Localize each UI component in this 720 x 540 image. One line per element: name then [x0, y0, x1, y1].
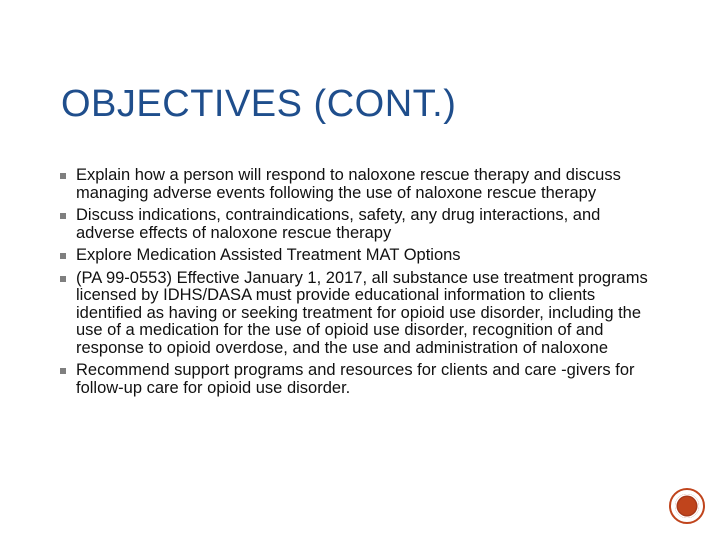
slide-title: OBJECTIVES (CONT.) [61, 83, 457, 125]
list-item [60, 362, 660, 397]
list-item [60, 167, 660, 202]
square-bullet-icon [60, 213, 66, 219]
square-bullet-icon [60, 368, 66, 374]
circle-button-inner [675, 494, 699, 518]
bullet-text: (PA 99-0553) Effective January 1, 2017, all substance use treatment programs licensed by IDHS/DASA must provide educational information to clients identified as having or seeking treatment for opioid use disorder, including the use of a medication for the use of opioid use disorder, recognition of and response to opioid overdose, and the use and administration of naloxone [76, 268, 648, 357]
square-bullet-icon [60, 276, 66, 282]
square-bullet-icon [60, 173, 66, 179]
list-item [60, 247, 660, 265]
objectives-list [60, 167, 660, 402]
list-item [60, 207, 660, 242]
bullet-text: Recommend support programs and resources for clients and care -givers for follow-up care for opioid use disorder. [76, 361, 635, 397]
bullet-text: Explore Medication Assisted Treatment MAT Options [76, 246, 461, 264]
square-bullet-icon [60, 253, 66, 259]
bullet-text: Discuss indications, contraindications, safety, any drug interactions, and adverse effects of naloxone rescue therapy [76, 206, 601, 242]
circle-button-icon[interactable] [669, 488, 705, 524]
list-item [60, 270, 660, 358]
bullet-text: Explain how a person will respond to naloxone rescue therapy and discuss managing adverse events following the use of naloxone rescue therapy [76, 166, 621, 202]
